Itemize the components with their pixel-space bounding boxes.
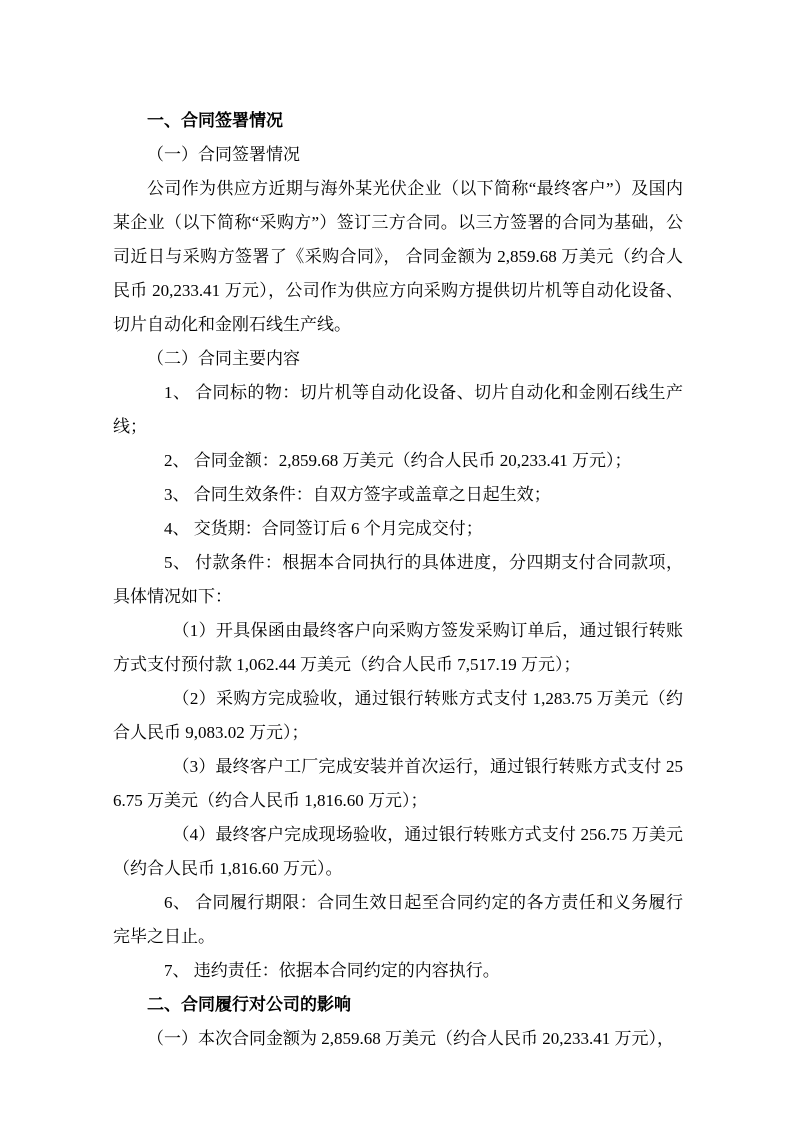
paragraph: 5、 付款条件：根据本合同执行的具体进度，分四期支付合同款项，具体情况如下： xyxy=(113,553,683,606)
paragraph: 6、 合同履行期限：合同生效日起至合同约定的各方责任和义务履行完毕之日止。 xyxy=(113,893,683,946)
paragraph: （3）最终客户工厂完成安装并首次运行，通过银行转账方式支付 256.75 万美元（约合人民币 1,816.60 万元）； xyxy=(113,757,683,810)
document-body xyxy=(113,104,683,1056)
paragraph: 公司作为供应方近期与海外某光伏企业（以下简称“最终客户”）及国内某企业（以下简称“采购方”）签订三方合同。以三方签署的合同为基础，公司近日与采购方签署了《采购合同》， 合同金额为 2,859.68 万美元（约合人民币 20,233.41 万元），公司作为供应方向采购方提供切片机等自动化设备、切片自动化和金刚石线生产线。 xyxy=(113,179,683,334)
paragraph: （二）合同主要内容 xyxy=(147,349,300,368)
paragraph: 一、合同签署情况 xyxy=(147,111,283,130)
paragraph: 二、合同履行对公司的影响 xyxy=(147,995,351,1014)
paragraph: 7、 违约责任：依据本合同约定的内容执行。 xyxy=(164,961,500,980)
paragraph: 2、 合同金额：2,859.68 万美元（约合人民币 20,233.41 万元）； xyxy=(164,451,632,470)
paragraph: （4）最终客户完成现场验收，通过银行转账方式支付 256.75 万美元（约合人民币 1,816.60 万元）。 xyxy=(113,825,683,878)
paragraph: （2）采购方完成验收，通过银行转账方式支付 1,283.75 万美元（约合人民币 9,083.02 万元）； xyxy=(113,689,683,742)
paragraph: （1）开具保函由最终客户向采购方签发采购订单后，通过银行转账方式支付预付款 1,062.44 万美元（约合人民币 7,517.19 万元）； xyxy=(113,621,683,674)
paragraph: 3、 合同生效条件：自双方签字或盖章之日起生效； xyxy=(164,485,551,504)
paragraph: 4、 交货期：合同签订后 6 个月完成交付； xyxy=(164,519,483,538)
paragraph: （一）合同签署情况 xyxy=(147,145,300,164)
paragraph: （一）本次合同金额为 2,859.68 万美元（约合人民币 20,233.41 万元）， xyxy=(147,1029,674,1048)
paragraph: 1、 合同标的物：切片机等自动化设备、切片自动化和金刚石线生产线； xyxy=(113,383,683,436)
